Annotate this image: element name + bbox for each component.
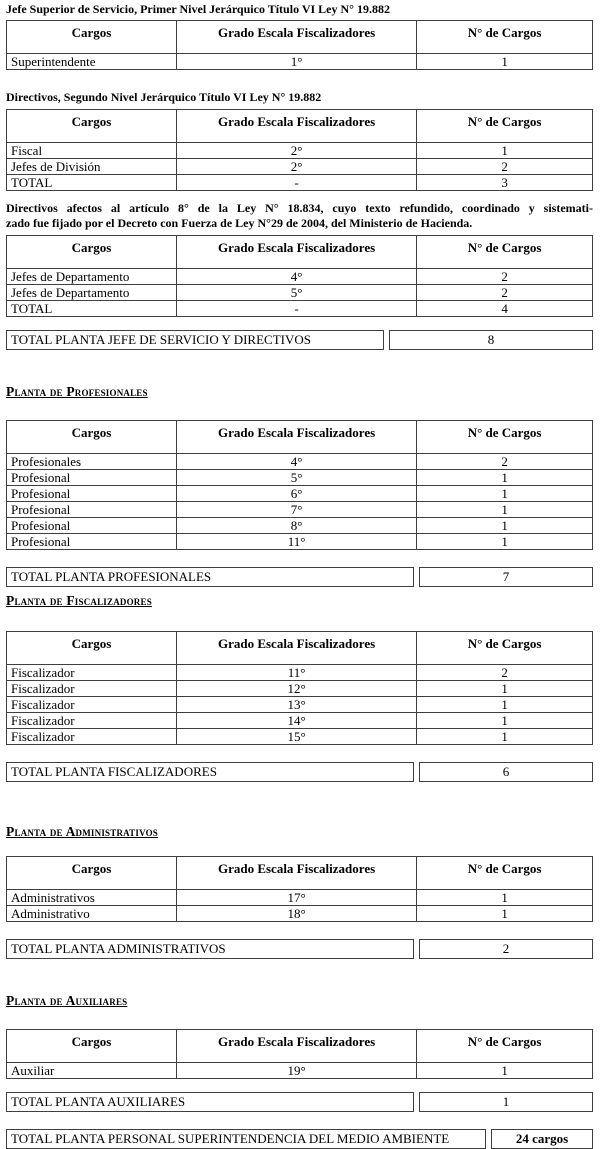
grado-cell: 19° bbox=[176, 1063, 416, 1079]
heading-text: Planta de Profesionales bbox=[6, 384, 148, 399]
cargo-cell: TOTAL bbox=[7, 175, 177, 191]
header-row bbox=[7, 110, 593, 143]
directivos-table bbox=[6, 109, 593, 191]
grado-cell: 11° bbox=[176, 665, 416, 681]
heading-text: Planta de Administrativos bbox=[6, 824, 159, 839]
total-fiscalizadores-label: TOTAL PLANTA FISCALIZADORES bbox=[6, 762, 414, 782]
col-header-cargos: Cargos bbox=[7, 421, 177, 454]
col-header-num-cargos: N° de Cargos bbox=[417, 110, 593, 143]
num-cargos-cell: 1 bbox=[417, 729, 593, 745]
col-header-num-cargos: N° de Cargos bbox=[417, 632, 593, 665]
grand-total-label: TOTAL PLANTA PERSONAL SUPERINTENDENCIA DEL MEDIO AMBIENTE bbox=[6, 1129, 486, 1149]
header-row bbox=[7, 1030, 593, 1063]
total-administrativos-label: TOTAL PLANTA ADMINISTRATIVOS bbox=[6, 939, 414, 959]
col-header-grado: Grado Escala Fiscalizadores bbox=[176, 21, 416, 54]
grado-cell: 17° bbox=[176, 890, 416, 906]
table-row bbox=[7, 729, 593, 745]
table-row bbox=[7, 175, 593, 191]
table-row bbox=[7, 906, 593, 922]
grand-total-bar bbox=[6, 1129, 593, 1149]
total-auxiliares-bar bbox=[6, 1092, 593, 1112]
table-row bbox=[7, 681, 593, 697]
heading-text: Planta de Fiscalizadores bbox=[6, 593, 152, 608]
administrativos-table bbox=[6, 856, 593, 922]
table-row bbox=[7, 269, 593, 285]
header-row bbox=[7, 632, 593, 665]
num-cargos-cell: 1 bbox=[417, 143, 593, 159]
title-line-2: zado fue fijado por el Decreto con Fuerza de Ley N°29 de 2004, del Ministerio de Hacienda. bbox=[6, 216, 473, 230]
total-auxiliares-value: 1 bbox=[419, 1092, 593, 1112]
num-cargos-cell: 3 bbox=[417, 175, 593, 191]
grado-cell: 5° bbox=[176, 285, 416, 301]
cargo-cell: Profesional bbox=[7, 534, 177, 550]
cargo-cell: Auxiliar bbox=[7, 1063, 177, 1079]
num-cargos-cell: 1 bbox=[417, 697, 593, 713]
num-cargos-cell: 1 bbox=[417, 713, 593, 729]
grado-cell: 18° bbox=[176, 906, 416, 922]
col-header-cargos: Cargos bbox=[7, 632, 177, 665]
cargo-cell: Jefes de Departamento bbox=[7, 269, 177, 285]
grado-cell: 6° bbox=[176, 486, 416, 502]
header-row bbox=[7, 857, 593, 890]
col-header-num-cargos: N° de Cargos bbox=[417, 857, 593, 890]
table-row bbox=[7, 486, 593, 502]
total-fiscalizadores-bar bbox=[6, 762, 593, 782]
grado-cell: 11° bbox=[176, 534, 416, 550]
jefe-superior-title: Jefe Superior de Servicio, Primer Nivel Jerárquico Título VI Ley N° 19.882 bbox=[6, 2, 390, 16]
grado-cell: 4° bbox=[176, 454, 416, 470]
total-profesionales-value: 7 bbox=[419, 567, 593, 587]
col-header-num-cargos: N° de Cargos bbox=[417, 1030, 593, 1063]
total-auxiliares-label: TOTAL PLANTA AUXILIARES bbox=[6, 1092, 414, 1112]
table-row bbox=[7, 470, 593, 486]
grado-cell: 14° bbox=[176, 713, 416, 729]
col-header-num-cargos: N° de Cargos bbox=[417, 236, 593, 269]
table-row bbox=[7, 54, 593, 70]
num-cargos-cell: 1 bbox=[417, 1063, 593, 1079]
cargo-cell: Profesionales bbox=[7, 454, 177, 470]
cargo-cell: Profesional bbox=[7, 486, 177, 502]
num-cargos-cell: 1 bbox=[417, 518, 593, 534]
total-directivos-value: 8 bbox=[389, 330, 593, 350]
grado-cell: 2° bbox=[176, 143, 416, 159]
col-header-grado: Grado Escala Fiscalizadores bbox=[176, 110, 416, 143]
table-row bbox=[7, 143, 593, 159]
directivos-art8-title bbox=[6, 201, 593, 231]
col-header-grado: Grado Escala Fiscalizadores bbox=[176, 632, 416, 665]
jefe-superior-table bbox=[6, 20, 593, 70]
total-administrativos-bar bbox=[6, 939, 593, 959]
table-row bbox=[7, 285, 593, 301]
directivos-art8-table bbox=[6, 235, 593, 317]
grado-cell: 2° bbox=[176, 159, 416, 175]
col-header-grado: Grado Escala Fiscalizadores bbox=[176, 236, 416, 269]
grado-cell: 15° bbox=[176, 729, 416, 745]
grado-cell: - bbox=[176, 175, 416, 191]
grado-cell: 1° bbox=[176, 54, 416, 70]
header-row bbox=[7, 21, 593, 54]
profesionales-table bbox=[6, 420, 593, 550]
total-profesionales-label: TOTAL PLANTA PROFESIONALES bbox=[6, 567, 414, 587]
table-row bbox=[7, 518, 593, 534]
planta-administrativos-heading bbox=[6, 824, 593, 839]
table-row bbox=[7, 713, 593, 729]
num-cargos-cell: 1 bbox=[417, 890, 593, 906]
col-header-grado: Grado Escala Fiscalizadores bbox=[176, 1030, 416, 1063]
cargo-cell: Fiscalizador bbox=[7, 713, 177, 729]
grand-total-value: 24 cargos bbox=[491, 1129, 593, 1149]
total-profesionales-bar bbox=[6, 567, 593, 587]
title-line-1: Directivos afectos al artículo 8° de la Ley N° 18.834, cuyo texto refundido, coordinado y sistemati- bbox=[6, 201, 593, 215]
col-header-num-cargos: N° de Cargos bbox=[417, 21, 593, 54]
num-cargos-cell: 2 bbox=[417, 269, 593, 285]
table-row bbox=[7, 534, 593, 550]
num-cargos-cell: 1 bbox=[417, 906, 593, 922]
num-cargos-cell: 1 bbox=[417, 502, 593, 518]
grado-cell: 5° bbox=[176, 470, 416, 486]
table-row bbox=[7, 502, 593, 518]
heading-text: Planta de Auxiliares bbox=[6, 993, 128, 1008]
cargo-cell: Jefes de Departamento bbox=[7, 285, 177, 301]
grado-cell: 8° bbox=[176, 518, 416, 534]
col-header-cargos: Cargos bbox=[7, 236, 177, 269]
planta-fiscalizadores-heading bbox=[6, 593, 593, 608]
total-fiscalizadores-value: 6 bbox=[419, 762, 593, 782]
col-header-grado: Grado Escala Fiscalizadores bbox=[176, 857, 416, 890]
table-row bbox=[7, 301, 593, 317]
col-header-cargos: Cargos bbox=[7, 857, 177, 890]
col-header-cargos: Cargos bbox=[7, 110, 177, 143]
num-cargos-cell: 4 bbox=[417, 301, 593, 317]
auxiliares-table bbox=[6, 1029, 593, 1079]
total-administrativos-value: 2 bbox=[419, 939, 593, 959]
table-row bbox=[7, 697, 593, 713]
col-header-cargos: Cargos bbox=[7, 21, 177, 54]
directivos-title: Directivos, Segundo Nivel Jerárquico Título VI Ley N° 19.882 bbox=[6, 90, 322, 104]
cargo-cell: Fiscalizador bbox=[7, 729, 177, 745]
cargo-cell: Fiscalizador bbox=[7, 681, 177, 697]
num-cargos-cell: 2 bbox=[417, 159, 593, 175]
grado-cell: - bbox=[176, 301, 416, 317]
total-directivos-bar bbox=[6, 330, 593, 350]
num-cargos-cell: 1 bbox=[417, 681, 593, 697]
planta-auxiliares-heading bbox=[6, 993, 593, 1008]
planta-profesionales-heading bbox=[6, 384, 593, 399]
grado-cell: 7° bbox=[176, 502, 416, 518]
col-header-num-cargos: N° de Cargos bbox=[417, 421, 593, 454]
num-cargos-cell: 1 bbox=[417, 534, 593, 550]
cargo-cell: Fiscalizador bbox=[7, 697, 177, 713]
cargo-cell: Administrativo bbox=[7, 906, 177, 922]
cargo-cell: Administrativos bbox=[7, 890, 177, 906]
cargo-cell: Profesional bbox=[7, 502, 177, 518]
header-row bbox=[7, 421, 593, 454]
table-row bbox=[7, 665, 593, 681]
total-directivos-label: TOTAL PLANTA JEFE DE SERVICIO Y DIRECTIVOS bbox=[6, 330, 384, 350]
grado-cell: 13° bbox=[176, 697, 416, 713]
cargo-cell: Profesional bbox=[7, 518, 177, 534]
col-header-cargos: Cargos bbox=[7, 1030, 177, 1063]
table-row bbox=[7, 1063, 593, 1079]
cargo-cell: Fiscalizador bbox=[7, 665, 177, 681]
num-cargos-cell: 2 bbox=[417, 285, 593, 301]
num-cargos-cell: 2 bbox=[417, 665, 593, 681]
cargo-cell: Fiscal bbox=[7, 143, 177, 159]
col-header-grado: Grado Escala Fiscalizadores bbox=[176, 421, 416, 454]
num-cargos-cell: 2 bbox=[417, 454, 593, 470]
cargo-cell: Profesional bbox=[7, 470, 177, 486]
cargo-cell: Jefes de División bbox=[7, 159, 177, 175]
table-row bbox=[7, 454, 593, 470]
num-cargos-cell: 1 bbox=[417, 54, 593, 70]
table-row bbox=[7, 890, 593, 906]
cargo-cell: Superintendente bbox=[7, 54, 177, 70]
table-row bbox=[7, 159, 593, 175]
grado-cell: 4° bbox=[176, 269, 416, 285]
cargo-cell: TOTAL bbox=[7, 301, 177, 317]
num-cargos-cell: 1 bbox=[417, 486, 593, 502]
num-cargos-cell: 1 bbox=[417, 470, 593, 486]
header-row bbox=[7, 236, 593, 269]
grado-cell: 12° bbox=[176, 681, 416, 697]
fiscalizadores-table bbox=[6, 631, 593, 745]
